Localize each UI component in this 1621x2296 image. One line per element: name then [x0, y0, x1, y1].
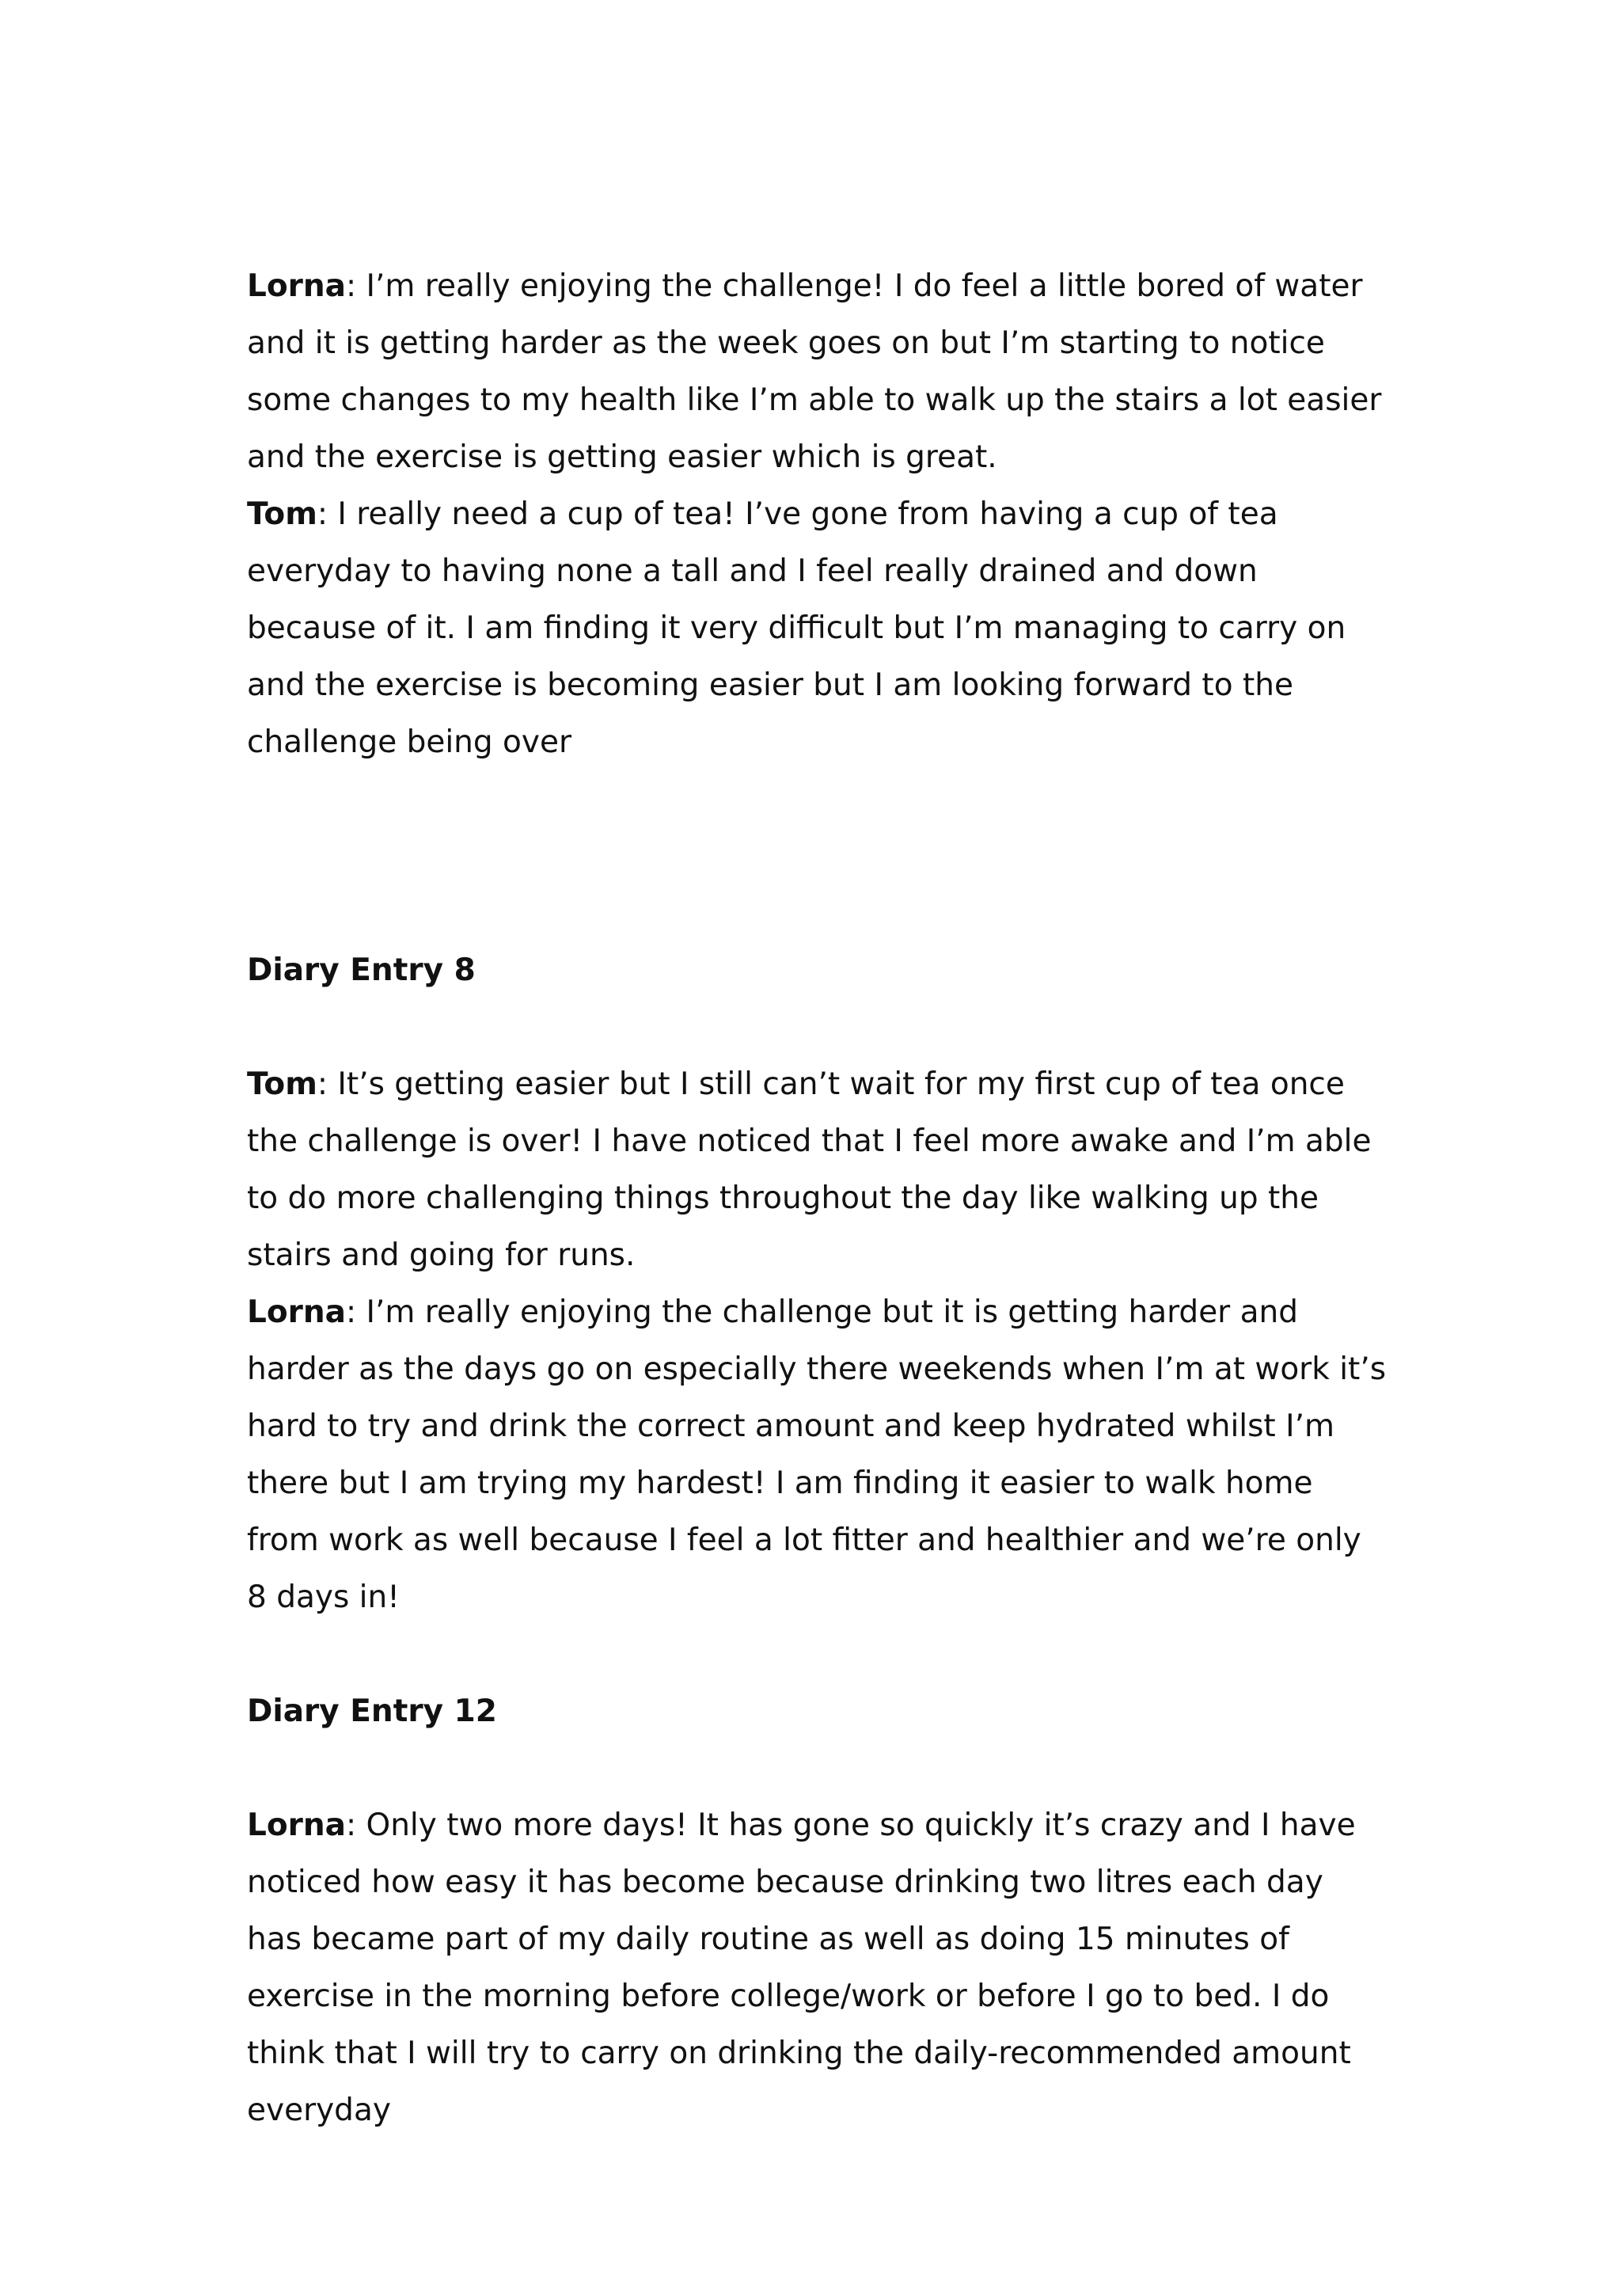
paragraph — [247, 486, 1387, 771]
spacer — [247, 1740, 1387, 1797]
diary-entry-8-heading: Diary Entry 8 — [247, 952, 476, 988]
diary-entry-12-lorna — [247, 1797, 1387, 2139]
diary-entry-8-tom — [247, 1056, 1387, 1284]
diary-entry-8-lorna — [247, 1284, 1387, 1626]
entry-text: : I really need a cup of tea! I’ve gone from having a cup of tea everyday to having none a tall and I feel really drained and down because of it. I am finding it very difficult but I’m managing to carry on and the exercise is becoming easier but I am looking forward to the challenge being over — [247, 496, 1346, 760]
spacer — [247, 1626, 1387, 1683]
paragraph — [247, 1797, 1387, 2139]
paragraph — [247, 1056, 1387, 1284]
spacer — [247, 999, 1387, 1056]
entry-text: : I’m really enjoying the challenge! I do feel a little bored of water and it is getting harder as the week goes on but I’m starting to notice some changes to my health like I’m able to walk up the stairs a lot easier and the exercise is getting easier which is great. — [247, 268, 1382, 475]
diary-entry-12-heading: Diary Entry 12 — [247, 1693, 497, 1729]
speaker-name: Tom — [247, 496, 317, 532]
paragraph — [247, 258, 1387, 486]
paragraph — [247, 1284, 1387, 1626]
entry-text: : It’s getting easier but I still can’t wait for my first cup of tea once the challenge is over! I have noticed that I feel more awake and I’m able to do more challenging things throughout the day like walking up the stairs and going for runs. — [247, 1066, 1372, 1273]
speaker-name: Lorna — [247, 1808, 346, 1843]
spacer — [247, 771, 1387, 942]
document-page — [247, 258, 1387, 2139]
diary-entry-tom-1 — [247, 486, 1387, 771]
entry-text: : I’m really enjoying the challenge but it is getting harder and harder as the days go on especially there weekends when I’m at work it’s hard to try and drink the correct amount and keep hydrated whilst I’m there but I am trying my hardest! I am finding it easier to walk home from work as well because I feel a lot fitter and healthier and we’re only 8 days in! — [247, 1294, 1387, 1615]
diary-entry-lorna-1 — [247, 258, 1387, 486]
speaker-name: Lorna — [247, 1294, 346, 1330]
entry-text: : Only two more days! It has gone so quickly it’s crazy and I have noticed how easy it has become because drinking two litres each day has became part of my daily routine as well as doing 15 minutes of exercise in the morning before college/work or before I go to bed. I do think that I will try to carry on drinking the daily-recommended amount everyday — [247, 1808, 1356, 2128]
speaker-name: Tom — [247, 1066, 317, 1102]
speaker-name: Lorna — [247, 268, 346, 304]
